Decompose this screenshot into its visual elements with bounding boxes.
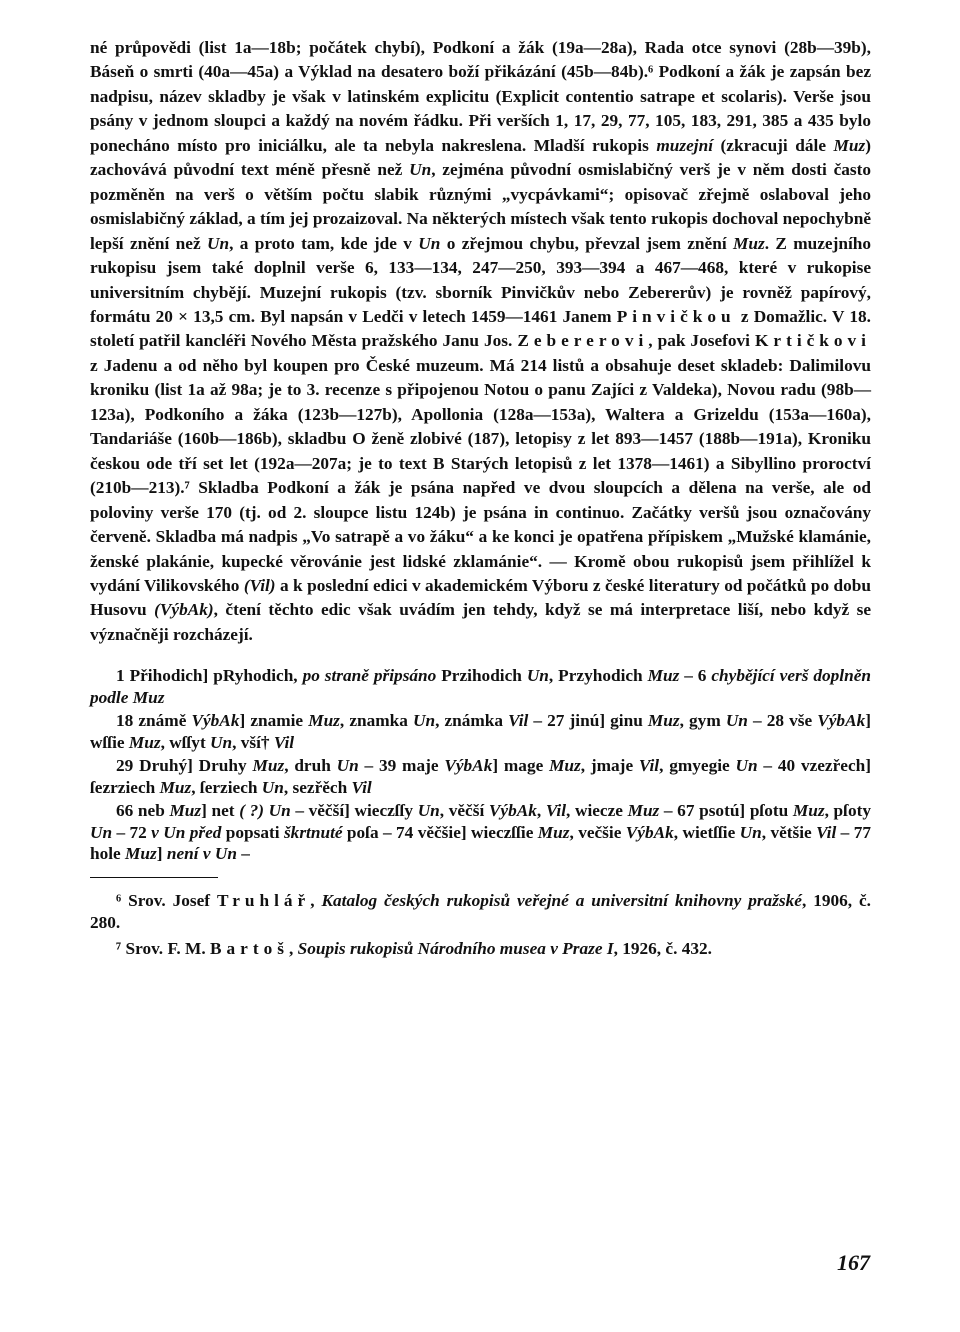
note-segment: , večšie bbox=[569, 822, 626, 842]
note-segment: chybějící verš doplněn podle Muz bbox=[90, 666, 871, 707]
note-segment: Muz bbox=[549, 756, 581, 776]
body-text-segment: (zkracuji dále bbox=[713, 135, 834, 155]
note-segment: ] znamie bbox=[239, 711, 309, 731]
textual-note bbox=[90, 800, 871, 865]
body-text-segment: z Domažlic. V 18. století patřil kancléři Nového Města pražského Janu Jos. bbox=[90, 306, 871, 351]
note-segment: ] bbox=[156, 844, 167, 864]
note-segment: , sezřěch bbox=[283, 777, 352, 797]
note-segment: poſa – 74 věčšie] wieczſſie bbox=[342, 822, 538, 842]
note-segment: Muz bbox=[647, 711, 680, 731]
footnote-segment: , 1926, č. 432. bbox=[613, 938, 712, 958]
note-segment: ] wſſie bbox=[90, 711, 872, 752]
note-segment: Un bbox=[735, 756, 758, 776]
note-segment: škrtnuté bbox=[283, 822, 343, 842]
note-segment: , pſoty bbox=[824, 801, 871, 821]
page-number: 167 bbox=[837, 1250, 870, 1275]
footnote-segment: , bbox=[288, 938, 298, 958]
footnote-segment: ⁷ Srov. F. M. bbox=[116, 938, 210, 958]
note-segment: Un bbox=[412, 711, 436, 731]
note-segment: Przihodich bbox=[436, 666, 527, 686]
body-text-segment: , pak Josefovi bbox=[648, 331, 755, 351]
note-segment: – 67 psotú] pſotu bbox=[659, 801, 793, 821]
note-segment: – 72 bbox=[112, 822, 152, 842]
note-segment: Un bbox=[725, 711, 748, 731]
note-segment: popsati bbox=[221, 822, 284, 842]
note-segment: – věčší] wieczſſy bbox=[290, 801, 418, 821]
note-segment: , Przyhodich bbox=[548, 666, 648, 686]
note-segment: Muz bbox=[125, 844, 157, 864]
body-text-segment: Un bbox=[207, 233, 230, 253]
note-segment: – 6 bbox=[679, 666, 712, 686]
note-segment: VýbAk bbox=[817, 711, 866, 731]
note-segment: , gmyegie bbox=[659, 756, 736, 776]
body-text-segment: . Z muzejního rukopisu jsem také doplnil verše 6, 133—134, 247—250, 393—394 a 467—468, které v rukopise universitním chybějí. Muzejní rukopis (tzv. sborník Pinvičkův nebo Zebererův) je rovněž papírový, formátu 20 × 13,5 cm. Byl napsán v Ledči v letech 1459—1461 Janem bbox=[90, 233, 872, 326]
note-segment: po straně připsáno bbox=[302, 666, 437, 686]
body-text-segment: Un bbox=[418, 233, 441, 253]
footnote-segment: , 1906, č. 280. bbox=[90, 890, 871, 932]
note-segment: , znamka bbox=[339, 711, 413, 731]
note-segment: Vil bbox=[273, 732, 295, 752]
body-text-segment: muzejní bbox=[656, 135, 714, 155]
note-segment: Un bbox=[90, 822, 113, 842]
note-segment: Vil bbox=[351, 777, 372, 797]
body-text-segment: (Vil) bbox=[243, 575, 276, 595]
note-segment: – 28 vše bbox=[747, 711, 818, 731]
body-text-segment: Un bbox=[409, 160, 432, 180]
note-segment: není v Un bbox=[166, 844, 237, 864]
note-segment: , wſſyt bbox=[160, 732, 211, 752]
body-text-segment: z Jadenu a od něho byl koupen pro České muzeum. Má 214 listů a obsahuje deset skladeb: Dalimilovu kroniku (list 1a až 98a; je to 3. recenze s připojenou Notou o panu Zajíci z Valdeka), Novou radu (98b—123a), Podkoního a žáka (123b—127b), Apollonia (128a—153a), Waltera a Grizeldu (153a—160a), Tandariáše (160b—186b), skladbu O ženě zlobivé (187), letopisy z let 893—1457 (188b—191a), Kroniku českou ode tří set let (192a—207a; je to text B Starých letopisů z let 1378—1461) a Sibyllino proroctví (210b—213).⁷ Skladba Podkoní a žák je psána napřed ve dvou sloupcích a dělena na verše, ale od poloviny verše 170 (tj. od 2. sloupce listu 124b) je psána in continuo. Začátky veršů jsou označovány červeně. Skladba má nadpis „Vo satrapě a vo žáku“ a ke konci je opatřena přípiskem „Mužské klamánie, ženské plakánie, kupecké věrovánie jest lidské zklamánie“. — Kromě obou rukopisů jsem přihlížel k vydání Vilikovského bbox=[90, 355, 871, 595]
note-segment: , wietſſie bbox=[673, 822, 740, 842]
note-segment: Muz bbox=[308, 711, 340, 731]
note-segment: , ſerziech bbox=[191, 777, 262, 797]
note-segment: VýbAk bbox=[625, 822, 674, 842]
body-text-segment: né průpovědi (list 1a—18b; počátek chybí), Podkoní a žák (19a—28a), Rada otce synovi (28b—39b), Báseň o smrti (40a—45a) a Výklad na desatero boží přikázání (45b—84b).⁶ Podkoní a žák je zapsán bez nadpisu, název skladby je však v latinském explicitu (Explicit contentio satrape et scolaris). Verše jsou psány v jednom sloupci a každý na novém řádku. Při verších 1, 17, 29, 77, 105, 183, 291, 385 a 435 bylo ponecháno místo pro iniciálku, ale ta nebyla nakreslena. Mladší rukopis bbox=[90, 38, 871, 155]
body-paragraph bbox=[90, 36, 871, 647]
note-segment: Muz bbox=[627, 801, 660, 821]
note-segment: – bbox=[236, 844, 250, 864]
note-segment: 18 známě bbox=[116, 711, 192, 731]
note-segment: , gym bbox=[679, 711, 726, 731]
note-segment: 66 neb bbox=[116, 801, 170, 821]
note-segment: Muz bbox=[792, 801, 825, 821]
textual-note bbox=[90, 710, 871, 753]
body-text-segment: , a proto tam, kde jde v bbox=[229, 233, 419, 253]
body-text-segment: ) zachovává původní text méně přesně než bbox=[90, 135, 871, 180]
body-text-segment: Krtičkovi bbox=[754, 331, 871, 351]
note-segment: Vil bbox=[816, 822, 837, 842]
note-segment: Un bbox=[526, 666, 549, 686]
note-segment: , vší† bbox=[232, 732, 274, 752]
note-segment: – 77 hole bbox=[90, 822, 871, 864]
note-segment: – 40 vzezřech] ſezrziech bbox=[90, 756, 871, 797]
main-paragraph bbox=[90, 36, 871, 647]
textual-note bbox=[90, 755, 871, 798]
note-segment: , bbox=[536, 801, 546, 821]
footnote-segment: , bbox=[310, 890, 322, 910]
footnote-segment: Truhlář bbox=[216, 890, 311, 910]
note-segment: Muz bbox=[169, 801, 202, 821]
body-text-segment: , zejména původní osmislabičný verš je v něm dosti často pozměněn na verš o větším počtu slabik různými „vycpávkami“; opisovač zřejmě oslaboval jeho osmislabičný základ, a tím jej prozaizoval. Na některých místech však tento rukopis dochoval nepochybně lepší znění než bbox=[90, 160, 871, 253]
body-text-segment: Muz bbox=[833, 135, 866, 155]
note-segment: Muz bbox=[159, 777, 192, 797]
textual-notes bbox=[90, 665, 871, 865]
note-segment: 1 Přihodich] pRyhodich, bbox=[116, 666, 303, 686]
footnote bbox=[90, 938, 871, 960]
note-segment: Vil bbox=[638, 756, 660, 776]
body-text-segment: a k poslední edici v akademickém Výboru z české literatury od počátků po dobu Husovu bbox=[90, 575, 871, 620]
note-segment: VýbAk bbox=[444, 756, 493, 776]
note-segment: , známka bbox=[435, 711, 509, 731]
textual-note bbox=[90, 665, 871, 708]
body-text-segment: (VýbAk) bbox=[154, 600, 214, 620]
footnote-segment: Katalog českých rukopisů veřejné a universitní knihovny pražské bbox=[321, 890, 802, 910]
footnote-separator bbox=[90, 877, 218, 878]
note-segment: Muz bbox=[252, 756, 285, 776]
note-segment: Vil bbox=[508, 711, 529, 731]
note-segment: ( ?) bbox=[239, 801, 264, 821]
footnote bbox=[90, 890, 871, 934]
note-segment: ] net bbox=[201, 801, 240, 821]
note-segment: Muz bbox=[128, 732, 161, 752]
body-text-segment: Muz bbox=[732, 233, 765, 253]
note-segment: Muz bbox=[647, 666, 680, 686]
note-segment: 29 Druhý] Druhy bbox=[116, 756, 253, 776]
footnote-segment: Soupis rukopisů Národního musea v Praze I bbox=[297, 938, 614, 958]
note-segment: – 27 jinú] ginu bbox=[528, 711, 648, 731]
note-segment: , druh bbox=[284, 756, 337, 776]
body-text-segment: , čtení těchto edic však uvádím jen tehdy, když se má interpretace liší, nebo když se význačněji rozcházejí. bbox=[90, 600, 871, 644]
body-text-segment: Pinvičkou bbox=[616, 306, 736, 326]
page-content bbox=[90, 36, 871, 964]
note-segment: Un bbox=[210, 732, 233, 752]
note-segment: Un bbox=[336, 756, 359, 776]
note-segment: Un bbox=[268, 801, 291, 821]
note-segment: VýbAk bbox=[191, 711, 240, 731]
note-segment: VýbAk bbox=[488, 801, 537, 821]
note-segment: v Un před bbox=[151, 822, 222, 842]
note-segment: , většie bbox=[761, 822, 817, 842]
note-segment: Vil bbox=[545, 801, 567, 821]
footnotes bbox=[90, 890, 871, 960]
note-segment: – 39 maje bbox=[358, 756, 445, 776]
note-segment: , wiecze bbox=[566, 801, 628, 821]
note-segment: , jmaje bbox=[580, 756, 639, 776]
note-segment: Un bbox=[261, 777, 284, 797]
body-text-segment: Zebererovi bbox=[517, 331, 649, 351]
footnote-segment: ⁶ Srov. Josef bbox=[116, 890, 217, 910]
note-segment: Un bbox=[417, 801, 440, 821]
note-segment: , věčší bbox=[439, 801, 489, 821]
note-segment: ] mage bbox=[492, 756, 550, 776]
footnote-segment: Bartoš bbox=[210, 938, 289, 958]
body-text-segment: o zřejmou chybu, převzal jsem znění bbox=[440, 233, 733, 253]
note-segment: Muz bbox=[537, 822, 570, 842]
note-segment: Un bbox=[739, 822, 762, 842]
